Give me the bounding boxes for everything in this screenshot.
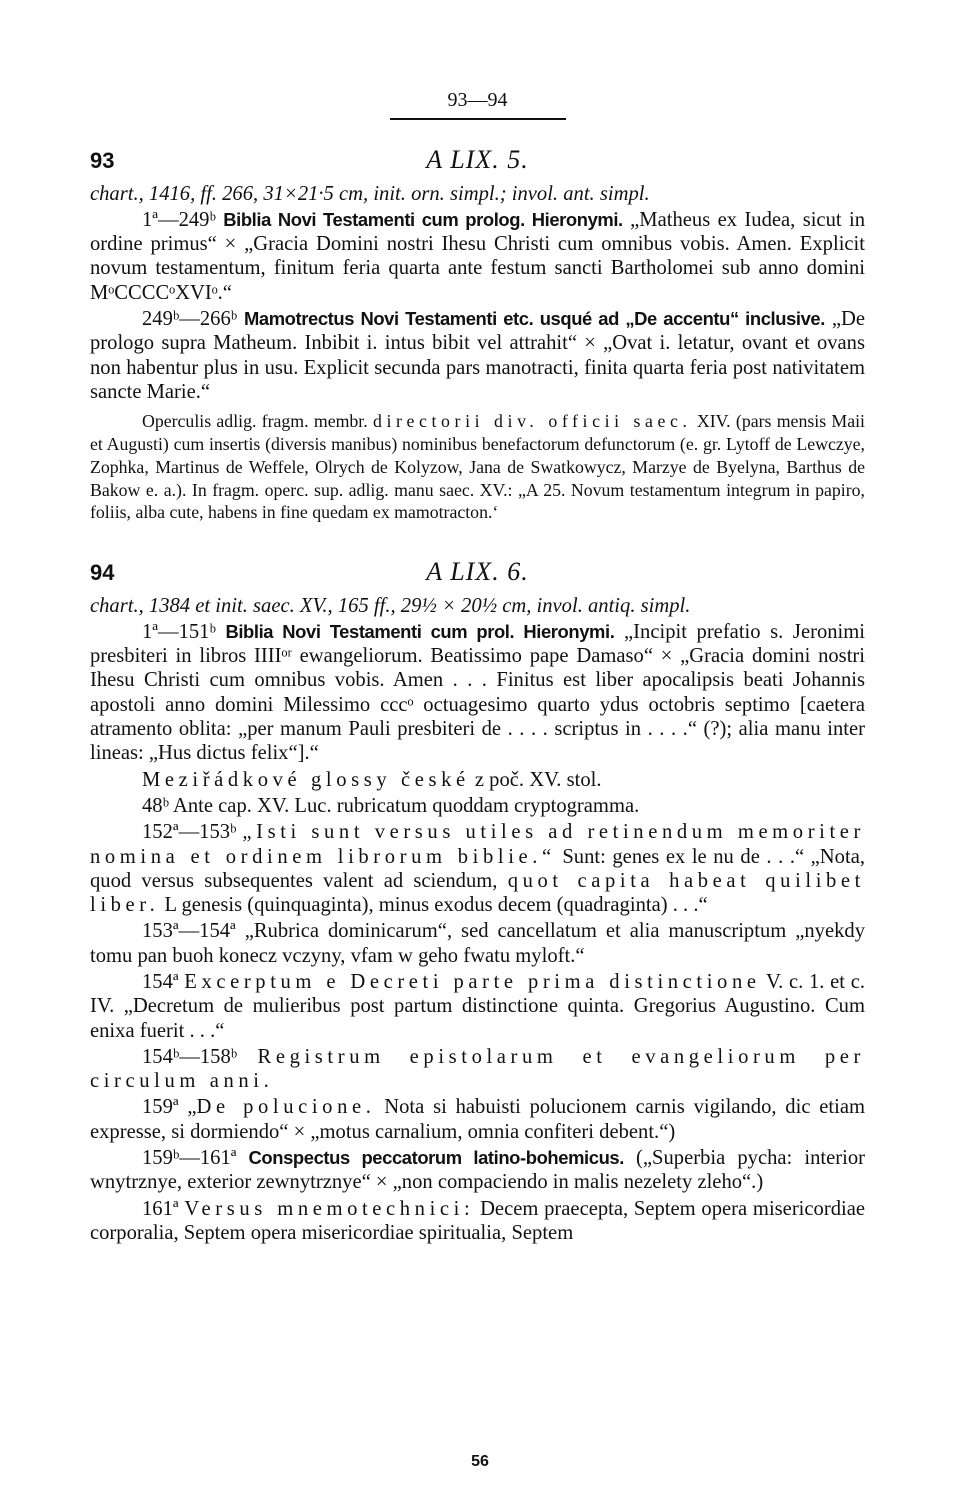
entry-signature: A LIX. 6.: [426, 557, 529, 587]
content-item: [90, 620, 865, 766]
item-text: L genesis (quinquaginta), minus exodus decem (quadraginta) . . .“: [164, 894, 708, 917]
note-spaced: directorii div. officii saec.: [372, 411, 692, 432]
item-text: Decem praecepta, Septem opera misericordiae corporalia, Septem opera misericordiae spiritualia, Septem: [90, 1197, 865, 1244]
item-spaced: quot capita habeat quilibet liber.: [90, 869, 865, 917]
item-text: Nota si habuisti polucionem carnis vigilando, dic etiam expresse, si dormiendo“ × „motus carnalium, omnia confiteri debent.“): [90, 1096, 865, 1143]
content-item: [90, 1197, 865, 1246]
item-spaced: „Isti sunt versus utiles ad retinendum memoriter nomina et ordinem librorum biblie.“: [90, 821, 865, 868]
content-item: 153ª—154ª „Rubrica dominicarum“, sed cancellatum et alia manuscriptum „nyekdy tomu pan buoh konecz vczyny, vfam w geho fwatu myloft.“: [90, 920, 865, 967]
item-title: Mamotrectus Novi Testamenti etc. usqué ad „De accentu“ inclusive.: [243, 308, 825, 330]
folio-range: 154ª: [142, 971, 179, 993]
note-rest: XIV. (pars mensis Maii et Augusti) cum insertis (diversis manibus) nominibus benefactorum defunctorum (e. gr. Lytoff de Lewczye, Zophka, Martinus de Weffele, Olrych de Kolyzow, Jana de Swatkowycz, Marzye de Byelyna, Barthus de Bakow e. a.). In fragm. operc. sup. adlig. manu saec. XV.: „A 25. Novum testamentum integrum in papiro, foliis, alba cute, habens in fine quedam ex mamotracton.‘: [90, 411, 865, 523]
page-number: 56: [471, 1453, 489, 1470]
note-lead: Operculis adlig. fragm. membr.: [142, 411, 368, 432]
entry-description: chart., 1384 et init. saec. XV., 165 ff., 29½ × 20½ cm, invol. antiq. simpl.: [90, 594, 691, 617]
folio-range: 152ª—153ᵇ: [142, 821, 237, 844]
content-item: [90, 820, 865, 917]
folio-range: 1ª—151ᵇ: [142, 620, 216, 643]
item-text: Sunt: genes ex le nu de . . .“ „Nota, quod versus subsequentes valent ad sciendum,: [90, 845, 865, 892]
entry-heading: 94 A LIX. 6.: [90, 560, 865, 585]
item-title: Conspectus peccatorum latino-bohemicus.: [248, 1147, 624, 1169]
folio-range: 159ᵇ—161ª: [142, 1147, 237, 1170]
item-spaced: Registrum epistolarum et evangeliorum per circulum anni.: [90, 1045, 865, 1093]
folio-range: 154ᵇ—158ᵇ: [142, 1045, 238, 1068]
folio-range: 249ᵇ—266ᵇ: [142, 308, 238, 331]
entry-heading: 93 A LIX. 5.: [90, 148, 865, 173]
content-item: [90, 1146, 865, 1195]
item-text: („Superbia pycha: interior wnytrznye, exterior zewnytrznye“ × „non compaciendo in malis nezelety zleho“.): [90, 1147, 865, 1194]
content-item: [90, 768, 865, 792]
entry-description: chart., 1416, ff. 266, 31×21·5 cm, init. orn. simpl.; invol. ant. simpl.: [90, 182, 650, 205]
content-item: [90, 208, 865, 305]
item-text: V. c. 1. et c. IV. „Decretum de mulieribus post partum distinctione quinta. Gregorius Augustino. Cum enixa fuerit . . .“: [90, 971, 866, 1042]
item-title: Biblia Novi Testamenti cum prolog. Hieronymi.: [223, 208, 623, 230]
page-body: [90, 88, 865, 1245]
item-spaced: De polucione.: [196, 1096, 376, 1119]
glossy-spaced: Meziřádkové glossy české: [142, 768, 470, 791]
item-spaced: Excerptum e Decreti parte prima distinctione: [184, 971, 761, 993]
item-title: Biblia Novi Testamenti cum prol. Hieronymi.: [225, 620, 615, 642]
folio-range: 159ª „: [142, 1096, 197, 1119]
catalog-entry: [90, 145, 865, 524]
content-item: [90, 1045, 865, 1094]
item-spaced: Versus mnemotechnici:: [184, 1197, 475, 1220]
running-head: 93—94: [447, 89, 508, 111]
entry-signature: A LIX. 5.: [426, 145, 529, 175]
glossy-rest: z poč. XV. stol.: [474, 768, 602, 791]
folio-range: 161ª: [142, 1197, 179, 1220]
content-item: 48ᵇ Ante cap. XV. Luc. rubricatum quoddam cryptogramma.: [142, 794, 640, 817]
content-item: [90, 970, 865, 1043]
binding-note: [90, 410, 865, 524]
item-text: „Matheus ex Iudea, sicut in ordine primus“ × „Gracia Domini nostri Ihesu Christi cum omnibus vobis. Amen. Explicit novum testamentum, finitum feria quarta ante festum sancti Bartholomei sub anno domini MᵒCCCCᵒXVIᵒ.“: [90, 208, 865, 304]
folio-range: 1ª—249ᵇ: [142, 208, 216, 231]
header-rule: [390, 118, 566, 120]
catalog-entry: [90, 557, 866, 1245]
item-text: „Incipit prefatio s. Jeronimi presbiteri in libros IIIIᵒʳ ewangeliorum. Beatissimo pape Damaso“ × „Gracia domini nostri Ihesu Christi cum omnibus vobis. Amen . . . Finitus est liber apocalipsis beati Johannis apostoli anno domini Milessimo cccᵒ octuagesimo quarto ydus octobris septimo [caetera atramento oblita: „per manum Pauli presbiteri de . . . . scriptus in . . . .“ (?); alia manu inter lineas: „Hus dictus felix“].“: [90, 620, 865, 765]
item-text: „De prologo supra Matheum. Inbibit i. intus bibit vel attrahit“ × „Ovat i. letatur, ovant et ovans non habentur plus in usu. Explicit secunda pars manotracti, finita quarta feria post nativitatem sancte Marie.“: [90, 308, 865, 403]
content-item: [90, 307, 865, 404]
content-item: [90, 1095, 865, 1144]
